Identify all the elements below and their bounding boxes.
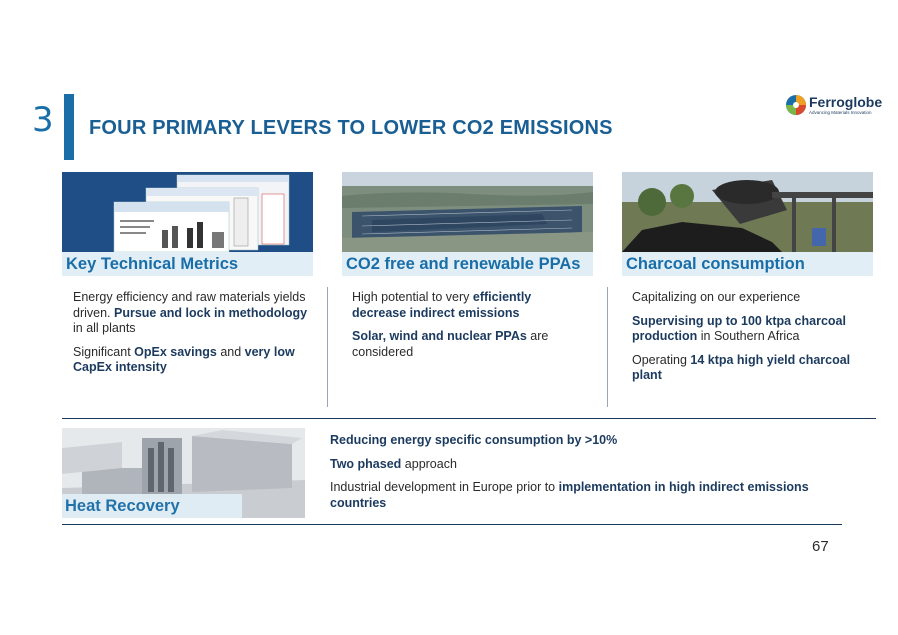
body-text: approach: [401, 456, 457, 471]
ferroglobe-logo-icon: [785, 94, 807, 116]
card-label-key-technical-metrics: Key Technical Metrics: [62, 252, 313, 276]
column-divider: [327, 287, 328, 407]
body-text: Capitalizing on our experience: [632, 290, 801, 304]
emphasis-text: very low CapEx intensity: [73, 344, 295, 374]
bullet-paragraph: [352, 290, 582, 321]
card-label-heat-recovery: Heat Recovery: [62, 494, 242, 518]
column-divider: [607, 287, 608, 407]
logo-name: Ferroglobe: [809, 94, 883, 110]
bullet-paragraph: [330, 433, 850, 449]
bullet-paragraph: [330, 480, 850, 511]
section-number: 3: [32, 100, 54, 140]
page-title: FOUR PRIMARY LEVERS TO LOWER CO2 EMISSIONS: [89, 117, 613, 139]
logo-tagline: Advancing Materials Innovation: [809, 110, 872, 115]
body-text: and: [216, 344, 245, 359]
card-label-charcoal-consumption: Charcoal consumption: [622, 252, 873, 276]
card-text-charcoal-consumption: [632, 290, 872, 392]
body-text: are considered: [352, 329, 549, 359]
emphasis-text: efficiently decrease indirect emissions: [352, 290, 532, 320]
company-logo: [785, 93, 885, 119]
bullet-paragraph: [73, 345, 313, 376]
body-text: in all plants: [73, 321, 136, 335]
card-label-renewable-ppas: CO2 free and renewable PPAs: [342, 252, 593, 276]
section-divider: [62, 418, 876, 419]
heat-recovery-text: [330, 433, 850, 519]
emphasis-text: implementation in high indirect emissions countries: [330, 480, 809, 510]
card-text-renewable-ppas: [352, 290, 582, 368]
emphasis-text: Supervising up to 100 ktpa charcoal production: [632, 313, 846, 343]
body-text: Operating: [632, 352, 691, 367]
bullet-paragraph: [73, 290, 313, 337]
body-text: Energy efficiency and raw materials yields driven.: [73, 290, 306, 320]
solar-farm-image: [342, 172, 593, 252]
section-divider: [62, 524, 842, 525]
title-accent-bar: [64, 94, 74, 160]
emphasis-text: 14 ktpa high yield charcoal plant: [632, 352, 851, 382]
emphasis-text: Reducing energy specific consumption by >10%: [330, 433, 618, 447]
charcoal-image: [622, 172, 873, 252]
body-text: High potential to very: [352, 290, 473, 304]
metrics-dashboard-image: [62, 172, 313, 252]
emphasis-text: Solar, wind and nuclear PPAs: [352, 329, 527, 343]
card-text-key-technical-metrics: [73, 290, 313, 384]
emphasis-text: OpEx savings: [134, 344, 217, 359]
bullet-paragraph: [632, 314, 872, 345]
bullet-paragraph: [352, 329, 582, 360]
emphasis-text: Pursue and lock in methodology: [114, 305, 308, 320]
page-number: 67: [812, 538, 829, 555]
bullet-paragraph: [330, 457, 850, 473]
bullet-paragraph: [632, 290, 872, 306]
body-text: in Southern Africa: [697, 329, 800, 343]
bullet-paragraph: [632, 353, 872, 384]
body-text: Industrial development in Europe prior to: [330, 480, 559, 494]
body-text: Significant: [73, 344, 135, 359]
emphasis-text: Two phased: [330, 456, 402, 471]
